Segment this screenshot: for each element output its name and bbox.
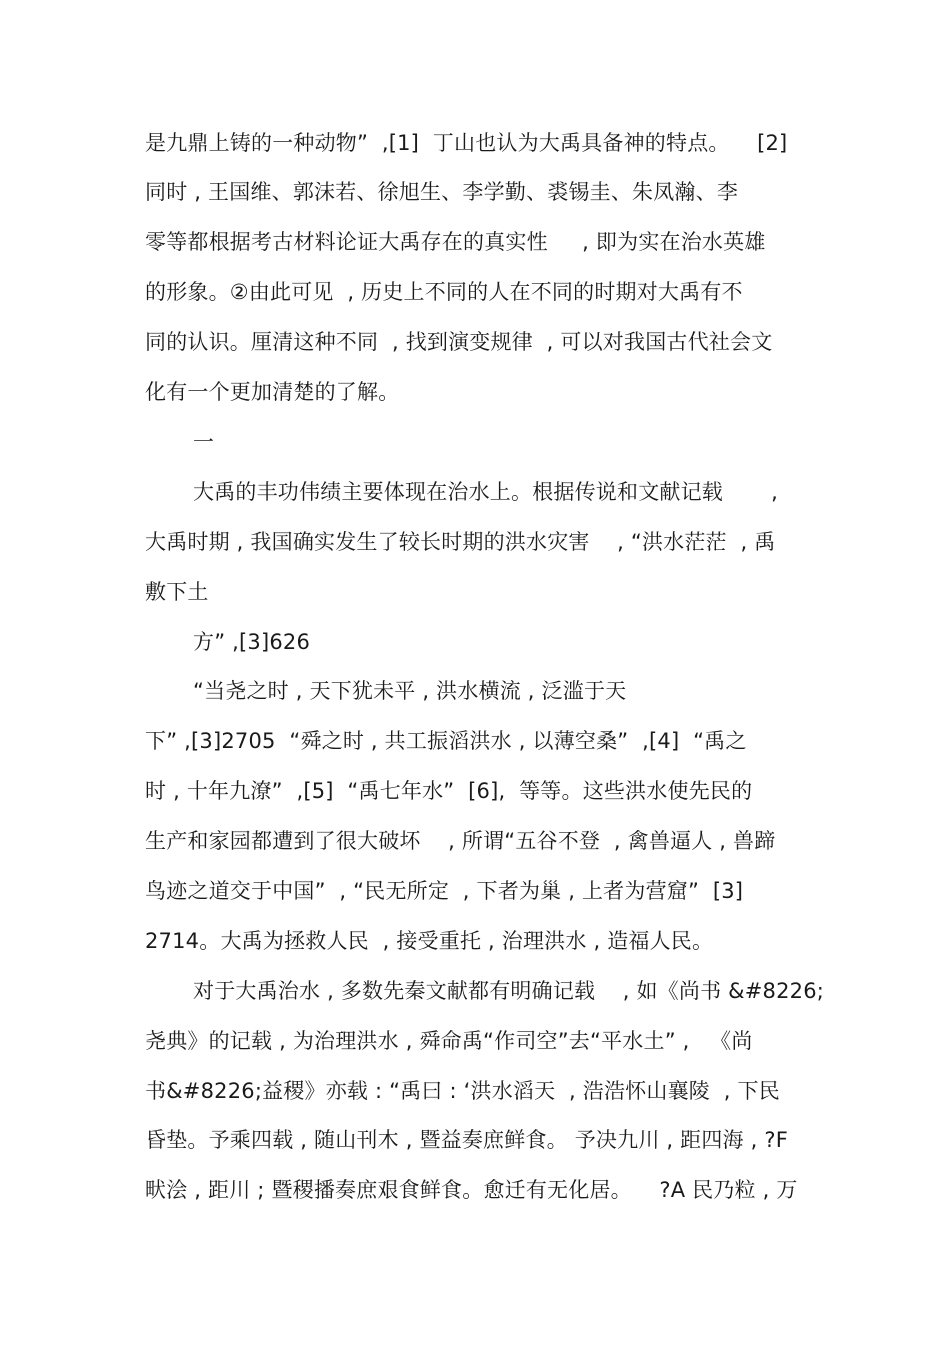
text-line: “当尧之时 , 天下犹未平 , 洪水横流 , 泛滥于天 bbox=[193, 679, 627, 703]
text-line: 畎浍 , 距川 ; 暨稷播奏庶艰食鲜食。愈迁有无化居。 ?A 民乃粒 , 万 bbox=[145, 1178, 798, 1202]
text-line: 鸟迹之道交于中国” , “民无所定 , 下者为巢 , 上者为营窟” [3] bbox=[145, 879, 744, 903]
text-line: 书&#8226;益稷》亦载 : “禹曰 : ‘洪水滔天 , 浩浩怀山襄陵 , 下民 bbox=[145, 1079, 780, 1103]
text-line: 大禹的丰功伟绩主要体现在治水上。根据传说和文献记载 , bbox=[193, 480, 778, 504]
text-line: 下” ,[3]2705 “舜之时 , 共工振滔洪水 , 以薄空桑” ,[4] “禹之 bbox=[145, 729, 747, 753]
text-line: 零等都根据考古材料论证大禹存在的真实性 , 即为实在治水英雄 bbox=[145, 230, 766, 254]
text-line: 化有一个更加清楚的了解。 bbox=[145, 380, 400, 404]
text-line: 2714。大禹为拯救人民 , 接受重托 , 治理洪水 , 造福人民。 bbox=[145, 929, 714, 953]
text-line: 时 , 十年九潦” ,[5] “禹七年水” [6], 等等。这些洪水使先民的 bbox=[145, 779, 753, 803]
text-line: 同的认识。厘清这种不同 , 找到演变规律 , 可以对我国古代社会文 bbox=[145, 330, 773, 354]
text-line: 昏垫。予乘四载 , 随山刊木 , 暨益奏庶鲜食。 予决九川 , 距四海 , ?F bbox=[145, 1128, 789, 1152]
text-line: 同时 , 王国维、郭沫若、徐旭生、李学勤、裘锡圭、朱凤瀚、李 bbox=[145, 180, 739, 204]
text-line: 是九鼎上铸的一种动物” ,[1] 丁山也认为大禹具备神的特点。 [2] bbox=[145, 131, 788, 155]
text-line: 对于大禹治水 , 多数先秦文献都有明确记载 , 如《尚书 &#8226; bbox=[193, 979, 825, 1003]
text-line: 生产和家园都遭到了很大破坏 , 所谓“五谷不登 , 禽兽逼人 , 兽蹄 bbox=[145, 829, 776, 853]
text-line: 敷下土 bbox=[145, 580, 209, 604]
text-line: 的形象。②由此可见 , 历史上不同的人在不同的时期对大禹有不 bbox=[145, 280, 743, 304]
text-line: 尧典》的记载 , 为治理洪水 , 舜命禹“作司空”去“平水土” , 《尚 bbox=[145, 1029, 753, 1053]
text-line: 大禹时期 , 我国确实发生了较长时期的洪水灾害 , “洪水茫茫 , 禹 bbox=[145, 530, 776, 554]
section-heading: 一 bbox=[193, 430, 215, 454]
text-line: 方” ,[3]626 bbox=[193, 630, 311, 654]
